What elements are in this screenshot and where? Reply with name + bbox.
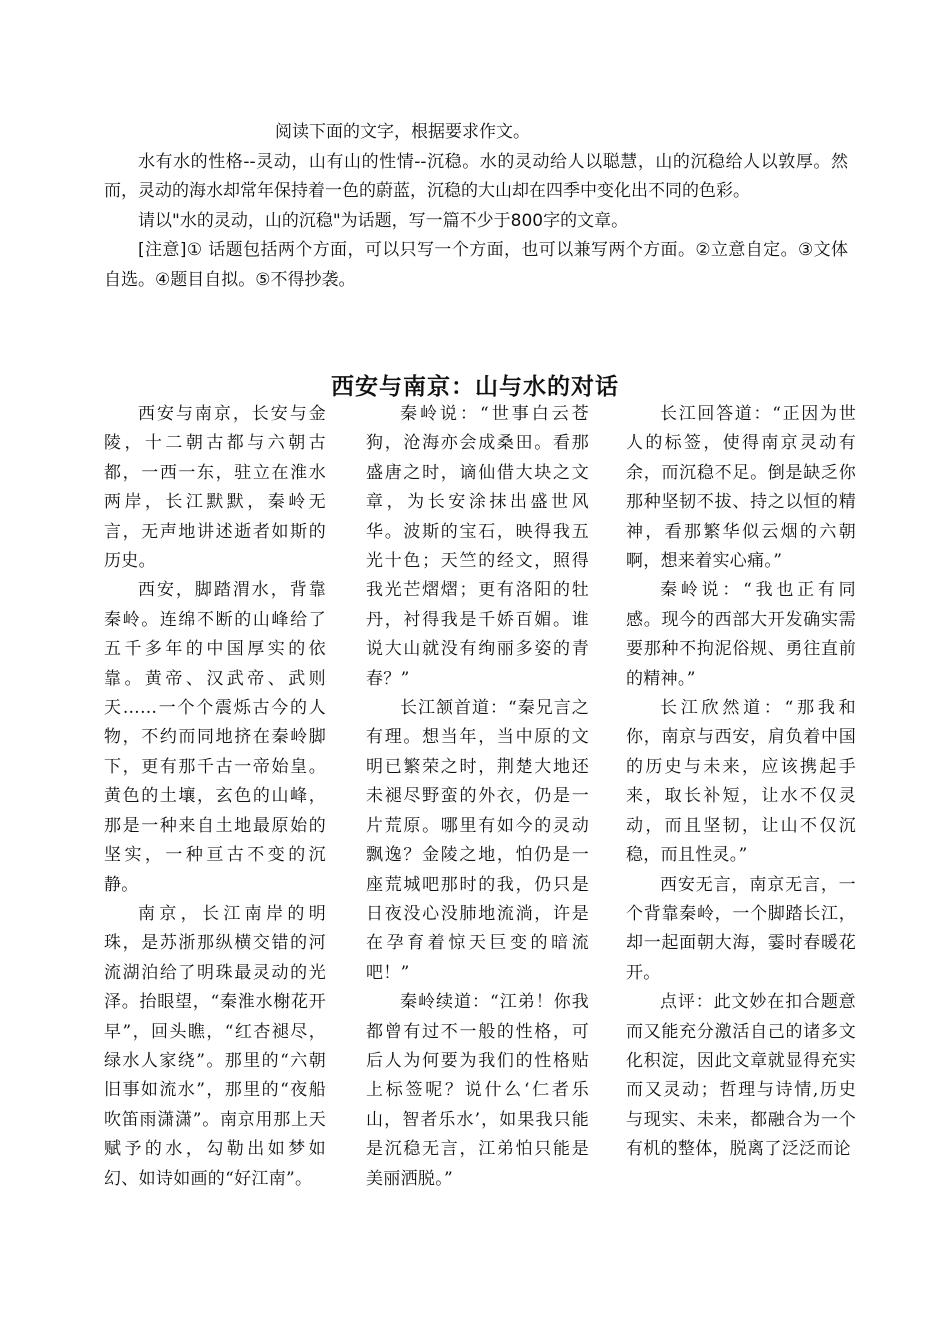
article-paragraph: 长江欣然道：“那我和你，南京与西安，肩负着中国的历史与未来，应该携起手来，取长补短，让水不仅灵动，而且坚韧，让山不仅沉稳，而且性灵。”: [626, 698, 856, 866]
article-paragraph: 西安，脚踏渭水，背靠秦岭。连绵不断的山峰给了五千多年的中国厚实的依靠。黄帝、汉武帝、武则天……一个个震烁古今的人物，不约而同地挤在秦岭脚下，更有那千古一帝始皇。黄色的土壤，玄色的山峰，那是一种来自土地最原始的坚实，一种亘古不变的沉静。: [104, 580, 326, 895]
commentary-paragraph: 点评：此文妙在扣合题意而又能充分激活自己的诸多文化积淀，因此文章就显得充实而又灵动；哲理与诗情,历史与现实、未来，都融合为一个有机的整体，脱离了泛泛而论: [626, 992, 856, 1160]
article-column-1: [104, 400, 326, 1194]
article-title: 西安与南京：山与水的对话: [331, 373, 619, 401]
article-paragraph: 长江回答道：“正因为世人的标签，使得南京灵动有余，而沉稳不足。倒是缺乏你那种坚韧不拔、持之以恒的精神，看那繁华似云烟的六朝啊，想来着实心痛。”: [626, 404, 856, 572]
article-paragraph: 南京，长江南岸的明珠，是苏浙那纵横交错的河流湖泊给了明珠最灵动的光泽。抬眼望，“秦淮水榭花开早”，回头瞧，“红杏褪尽，绿水人家绕”。那里的“六朝旧事如流水”，那里的“夜船吹笛雨潇潇”。南京用那上天赋予的水，勾勒出如梦如幻、如诗如画的“好江南”。: [104, 903, 326, 1189]
prompt-paragraph: 请以"水的灵动，山的沉稳"为话题，写一篇不少于800字的文章。: [138, 210, 629, 231]
prompt-intro: 阅读下面的文字，根据要求作文。: [275, 122, 530, 142]
article-paragraph: 秦岭说：“我也正有同感。现今的西部大开发确实需要那种不拘泥俗规、勇往直前的精神。”: [626, 580, 856, 689]
writing-prompt: [104, 118, 848, 295]
article-paragraph: 西安与南京，长安与金陵，十二朝古都与六朝古都，一西一东，驻立在淮水两岸，长江默默，秦岭无言，无声地讲述逝者如斯的历史。: [104, 404, 326, 572]
prompt-notes: [注意]① 话题包括两个方面，可以只写一个方面，也可以兼写两个方面。②立意自定。③文体自选。④题目自拟。⑤不得抄袭。: [104, 240, 848, 290]
article-paragraph: 秦岭说：“世事白云苍狗，沧海亦会成桑田。看那盛唐之时，谪仙借大块之文章，为长安涂抹出盛世风华。波斯的宝石，映得我五光十色；天竺的经文，照得我光芒熠熠；更有洛阳的牡丹，衬得我是千娇百媚。谁说大山就没有绚丽多姿的青春？”: [366, 404, 589, 689]
article-paragraph: 长江颔首道：“秦兄言之有理。想当年，当中原的文明已繁荣之时，荆楚大地还未褪尽野蛮的外衣，仍是一片荒原。哪里有如今的灵动飘逸？金陵之地，怕仍是一座荒城吧那时的我，仍只是日夜没心没肺地流淌，许是在孕育着惊天巨变的暗流吧！”: [366, 698, 589, 983]
prompt-paragraph: 水有水的性格--灵动，山有山的性情--沉稳。水的灵动给人以聪慧，山的沉稳给人以敦厚。然而，灵动的海水却常年保持着一色的蔚蓝，沉稳的大山却在四季中变化出不同的色彩。: [104, 151, 848, 201]
article-paragraph: 秦岭续道：“江弟！你我都曾有过不一般的性格，可后人为何要为我们的性格贴上标签呢？说什么‘仁者乐山，智者乐水’，如果我只能是沉稳无言，江弟怕只能是美丽洒脱。”: [366, 992, 589, 1189]
article-paragraph: 西安无言，南京无言，一个背靠秦岭，一个脚踏长江，却一起面朝大海，霎时春暖花开。: [626, 874, 856, 983]
article-column-3: [626, 400, 856, 1165]
article-column-2: [366, 400, 589, 1194]
